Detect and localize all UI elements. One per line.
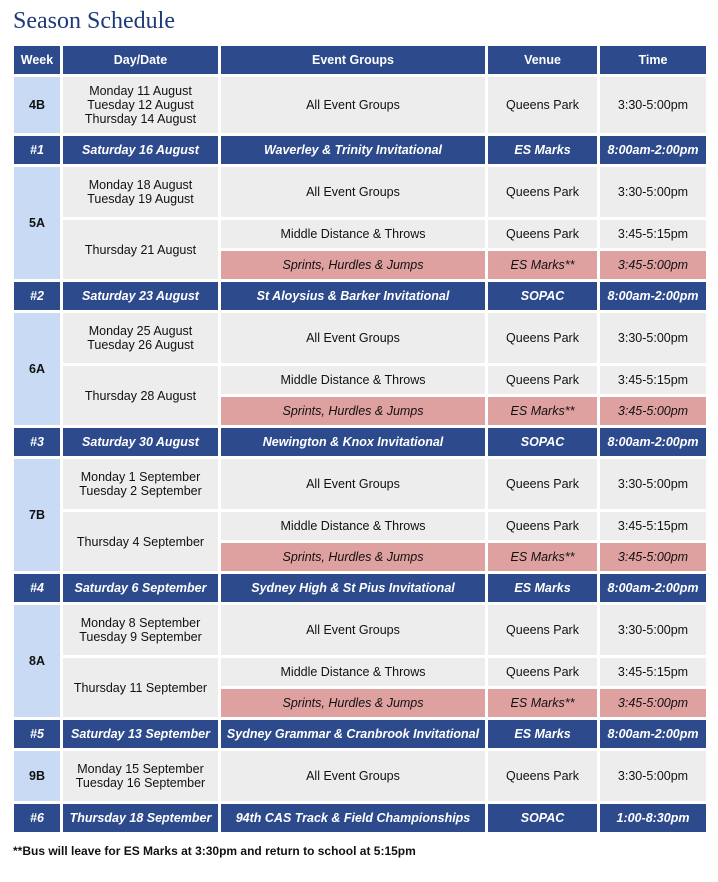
time-cell: 8:00am-2:00pm — [600, 428, 706, 456]
day-date-cell — [63, 751, 218, 801]
time-cell: 8:00am-2:00pm — [600, 136, 706, 164]
time-cell: 3:30-5:00pm — [600, 459, 706, 509]
day-date-cell: Saturday 30 August — [63, 428, 218, 456]
event-group-cell: Sprints, Hurdles & Jumps — [221, 251, 485, 279]
time-cell: 3:45-5:15pm — [600, 366, 706, 394]
table-row — [14, 167, 706, 217]
week-cell: #3 — [14, 428, 60, 456]
date-line: Tuesday 2 September — [79, 484, 202, 498]
header-venue: Venue — [488, 46, 597, 74]
venue-cell: Queens Park — [488, 366, 597, 394]
time-cell: 3:30-5:00pm — [600, 751, 706, 801]
day-date-cell — [63, 167, 218, 217]
day-date-cell: Saturday 23 August — [63, 282, 218, 310]
time-cell: 3:45-5:15pm — [600, 658, 706, 686]
schedule-table — [11, 43, 709, 835]
event-group-cell: St Aloysius & Barker Invitational — [221, 282, 485, 310]
week-cell: 6A — [14, 313, 60, 425]
week-cell: 5A — [14, 167, 60, 279]
event-group-cell: All Event Groups — [221, 459, 485, 509]
time-cell: 3:30-5:00pm — [600, 313, 706, 363]
venue-cell: SOPAC — [488, 428, 597, 456]
venue-cell: Queens Park — [488, 658, 597, 686]
venue-cell: ES Marks — [488, 136, 597, 164]
day-date-cell: Thursday 18 September — [63, 804, 218, 832]
event-group-cell: Sprints, Hurdles & Jumps — [221, 397, 485, 425]
venue-cell: Queens Park — [488, 605, 597, 655]
time-cell: 3:45-5:00pm — [600, 543, 706, 571]
table-row — [14, 751, 706, 801]
venue-cell: Queens Park — [488, 77, 597, 133]
venue-cell: ES Marks** — [488, 397, 597, 425]
time-cell: 8:00am-2:00pm — [600, 720, 706, 748]
date-line: Tuesday 12 August — [87, 98, 194, 112]
date-line: Monday 8 September — [80, 616, 201, 630]
time-cell: 3:45-5:00pm — [600, 251, 706, 279]
time-cell: 3:45-5:15pm — [600, 220, 706, 248]
time-cell: 3:30-5:00pm — [600, 605, 706, 655]
day-date-cell: Thursday 21 August — [63, 220, 218, 279]
week-cell: #2 — [14, 282, 60, 310]
competition-row — [14, 136, 706, 164]
date-line: Tuesday 16 September — [75, 776, 206, 790]
day-date-cell: Saturday 16 August — [63, 136, 218, 164]
week-cell: 8A — [14, 605, 60, 717]
event-group-cell: Sprints, Hurdles & Jumps — [221, 689, 485, 717]
table-row — [14, 366, 706, 394]
competition-row — [14, 720, 706, 748]
header-week: Week — [14, 46, 60, 74]
time-cell: 3:30-5:00pm — [600, 77, 706, 133]
event-group-cell: All Event Groups — [221, 77, 485, 133]
event-group-cell: Middle Distance & Throws — [221, 658, 485, 686]
week-cell: #1 — [14, 136, 60, 164]
week-cell: #5 — [14, 720, 60, 748]
time-cell: 8:00am-2:00pm — [600, 574, 706, 602]
venue-cell: Queens Park — [488, 313, 597, 363]
venue-cell: Queens Park — [488, 220, 597, 248]
event-group-cell: Middle Distance & Throws — [221, 366, 485, 394]
time-cell: 1:00-8:30pm — [600, 804, 706, 832]
day-date-cell — [63, 459, 218, 509]
time-cell: 8:00am-2:00pm — [600, 282, 706, 310]
header-day-date: Day/Date — [63, 46, 218, 74]
date-line: Monday 25 August — [88, 324, 193, 338]
table-row — [14, 512, 706, 540]
venue-cell: Queens Park — [488, 459, 597, 509]
table-row — [14, 220, 706, 248]
event-group-cell: All Event Groups — [221, 605, 485, 655]
competition-row — [14, 282, 706, 310]
time-cell: 3:45-5:15pm — [600, 512, 706, 540]
venue-cell: SOPAC — [488, 282, 597, 310]
competition-row — [14, 574, 706, 602]
table-row — [14, 313, 706, 363]
week-cell: #6 — [14, 804, 60, 832]
day-date-cell: Thursday 28 August — [63, 366, 218, 425]
event-group-cell: 94th CAS Track & Field Championships — [221, 804, 485, 832]
week-cell: 7B — [14, 459, 60, 571]
competition-row — [14, 428, 706, 456]
week-cell: 9B — [14, 751, 60, 801]
event-group-cell: Waverley & Trinity Invitational — [221, 136, 485, 164]
venue-cell: ES Marks — [488, 720, 597, 748]
venue-cell: ES Marks** — [488, 543, 597, 571]
day-date-cell: Thursday 11 September — [63, 658, 218, 717]
page-title: Season Schedule — [13, 8, 175, 34]
date-line: Monday 11 August — [89, 84, 192, 98]
event-group-cell: Sprints, Hurdles & Jumps — [221, 543, 485, 571]
venue-cell: Queens Park — [488, 167, 597, 217]
day-date-cell — [63, 313, 218, 363]
day-date-cell — [63, 605, 218, 655]
header-row — [14, 46, 706, 74]
table-row — [14, 658, 706, 686]
venue-cell: SOPAC — [488, 804, 597, 832]
event-group-cell: Middle Distance & Throws — [221, 220, 485, 248]
date-line: Tuesday 26 August — [87, 338, 194, 352]
date-line: Tuesday 19 August — [87, 192, 194, 206]
venue-cell: ES Marks — [488, 574, 597, 602]
header-event-groups: Event Groups — [221, 46, 485, 74]
event-group-cell: All Event Groups — [221, 167, 485, 217]
week-cell: #4 — [14, 574, 60, 602]
week-cell: 4B — [14, 77, 60, 133]
day-date-cell: Saturday 6 September — [63, 574, 218, 602]
time-cell: 3:30-5:00pm — [600, 167, 706, 217]
event-group-cell: Sydney Grammar & Cranbrook Invitational — [221, 720, 485, 748]
venue-cell: ES Marks** — [488, 251, 597, 279]
header-time: Time — [600, 46, 706, 74]
date-line: Tuesday 9 September — [79, 630, 202, 644]
event-group-cell: Newington & Knox Invitational — [221, 428, 485, 456]
day-date-cell: Thursday 4 September — [63, 512, 218, 571]
event-group-cell: Middle Distance & Throws — [221, 512, 485, 540]
competition-row — [14, 804, 706, 832]
table-row — [14, 77, 706, 133]
venue-cell: Queens Park — [488, 512, 597, 540]
table-row — [14, 459, 706, 509]
day-date-cell — [63, 77, 218, 133]
time-cell: 3:45-5:00pm — [600, 397, 706, 425]
event-group-cell: Sydney High & St Pius Invitational — [221, 574, 485, 602]
date-line: Monday 15 September — [77, 762, 204, 776]
time-cell: 3:45-5:00pm — [600, 689, 706, 717]
venue-cell: ES Marks** — [488, 689, 597, 717]
day-date-cell: Saturday 13 September — [63, 720, 218, 748]
date-line: Thursday 14 August — [84, 112, 197, 126]
date-line: Monday 1 September — [80, 470, 201, 484]
date-line: Monday 18 August — [88, 178, 193, 192]
event-group-cell: All Event Groups — [221, 751, 485, 801]
venue-cell: Queens Park — [488, 751, 597, 801]
footnote: **Bus will leave for ES Marks at 3:30pm and return to school at 5:15pm — [13, 844, 416, 858]
event-group-cell: All Event Groups — [221, 313, 485, 363]
table-row — [14, 605, 706, 655]
